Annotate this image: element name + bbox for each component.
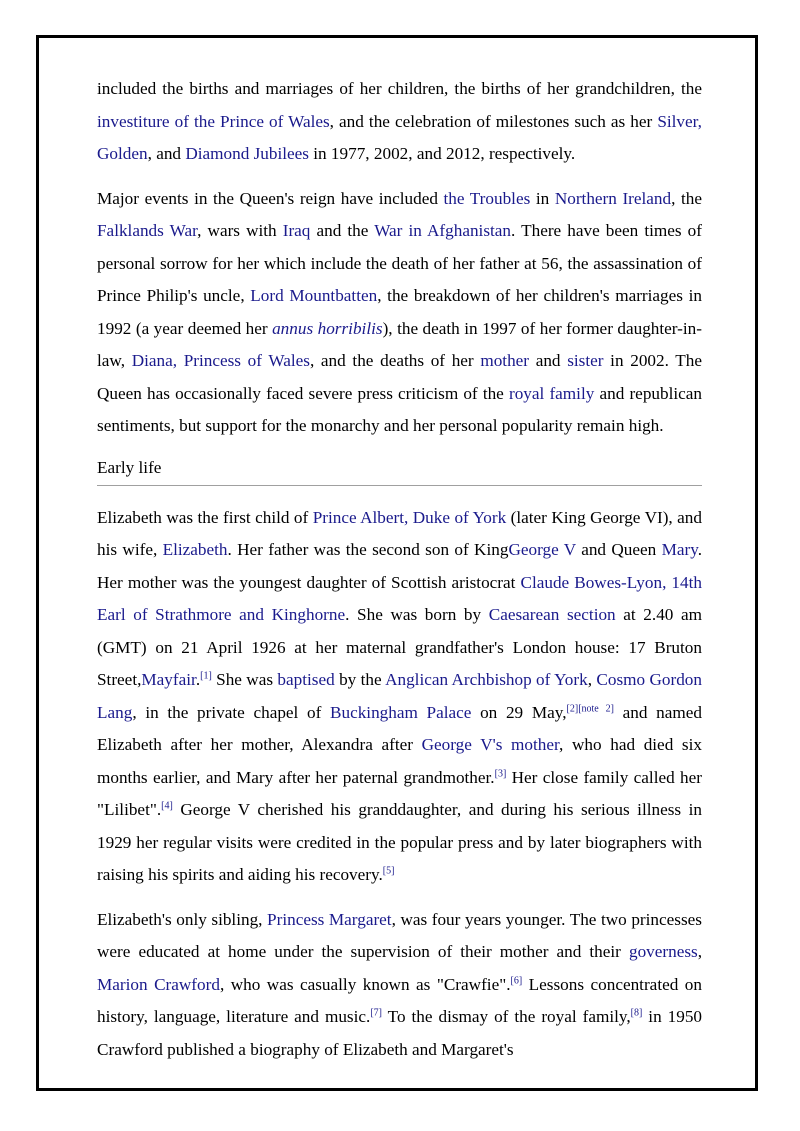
link-silver-golden[interactable]: Silver, Golden — [97, 111, 702, 163]
note-2[interactable]: [note 2] — [578, 702, 614, 714]
link-iraq[interactable]: Iraq — [282, 221, 311, 240]
link-war-in-afghanistan[interactable]: War in Afghanistan — [374, 221, 512, 240]
link-royal-family[interactable]: royal family — [508, 383, 595, 403]
citation-8[interactable]: [8] — [630, 1007, 643, 1019]
link-claude-bowes-lyon[interactable]: Claude Bowes-Lyon, 14th Earl of Strathmore and Kinghorne — [97, 572, 702, 624]
paragraph-birth: Elizabeth was the first child of Prince Albert, Duke of York (later King George VI), and his wife, Elizabeth. Her father was the second son of KingGeorge V and Queen Mary. Her mother was the youngest daughter of Scottish aristocrat Claude Bowes-Lyon, 14th Earl of Strathmore and Kinghorne. She was born by Caesarean section at 2.40 am (GMT) on 21 April 1926 at her maternal grandfather's London house: 17 Bruton Street,Mayfair.[1] She was baptised by the Anglican Archbishop of York, Cosmo Gordon Lang, in the private chapel of Buckingham Palace on 29 May,[2][note 2] and named Elizabeth after her mother, Alexandra after George V's mother, who had died six months earlier, and Mary after her paternal grandmother.[3] Her close family called her "Lilibet".[4] George V cherished his granddaughter, and during his serious illness in 1929 her regular visits were credited in the popular press and by later biographers with raising his spirits and aiding his recovery.[5] — [97, 507, 702, 884]
paragraph-reign-milestones: included the births and marriages of her children, the births of her grandchildren, the investiture of the Prince of Wales, and the celebration of milestones such as her Silver, Golden, and Diamond Jubilees in 1977, 2002, and 2012, respectively. — [97, 79, 702, 163]
link-cosmo-gordon-lang[interactable]: Cosmo Gordon Lang — [97, 670, 702, 722]
citation-5[interactable]: [5] — [382, 865, 395, 877]
citation-3[interactable]: [3] — [494, 767, 507, 779]
link-sister[interactable]: sister — [567, 351, 604, 370]
link-george-vs-mother[interactable]: George V's mother — [421, 735, 560, 754]
link-baptised[interactable]: baptised — [277, 670, 335, 689]
link-princess-margaret[interactable]: Princess Margaret — [267, 909, 392, 929]
link-mary[interactable]: Mary — [661, 540, 698, 559]
link-caesarean-section[interactable]: Caesarean section — [488, 605, 616, 624]
paragraph-major-events: Major events in the Queen's reign have included the Troubles in Northern Ireland, the Falklands War, wars with Iraq and the War in Afghanistan. There have been times of personal sorrow for her which include the death of her father at 56, the assassination of Prince Philip's uncle, Lord Mountbatten, the breakdown of her children's marriages in 1992 (a year deemed her annus horribilis), the death in 1997 of her former daughter-in-law, Diana, Princess of Wales, and the deaths of her mother and sister in 2002. The Queen has occasionally faced severe press criticism of the royal family and republican sentiments, but support for the monarchy and her personal popularity remain high. — [97, 188, 702, 435]
link-mayfair[interactable]: Mayfair — [141, 670, 196, 689]
citation-2[interactable]: [2] — [566, 702, 579, 714]
link-lord-mountbatten[interactable]: Lord Mountbatten — [250, 286, 378, 305]
link-elizabeth[interactable]: Elizabeth — [162, 540, 228, 559]
link-diamond-jubilees[interactable]: Diamond Jubilees — [185, 144, 309, 163]
citation-7[interactable]: [7] — [370, 1007, 382, 1019]
section-heading-early-life: Early life — [97, 455, 702, 486]
link-governess[interactable]: governess — [628, 942, 698, 961]
link-buckingham-palace[interactable]: Buckingham Palace — [330, 702, 472, 722]
link-prince-albert-duke-of-york[interactable]: Prince Albert, Duke of York — [312, 507, 507, 527]
link-falklands-war[interactable]: Falklands War — [97, 221, 198, 240]
page-frame — [36, 35, 758, 1091]
link-anglican-archbishop-of-york[interactable]: Anglican Archbishop of York — [385, 670, 588, 689]
link-marion-crawford[interactable]: Marion Crawford — [97, 974, 220, 994]
citation-1[interactable]: [1] — [200, 670, 212, 682]
link-the-troubles[interactable]: the Troubles — [443, 188, 531, 208]
citation-6[interactable]: [6] — [510, 974, 523, 986]
link-diana-princess-of-wales[interactable]: Diana, Princess of Wales — [131, 351, 310, 370]
paragraph-education: Elizabeth's only sibling, Princess Margaret, was four years younger. The two princesses were educated at home under the supervision of their mother and their governess, Marion Crawford, who was casually known as "Crawfie".[6] Lessons concentrated on history, language, literature and music.[7] To the dismay of the royal family,[8] in 1950 Crawford published a biography of Elizabeth and Margaret's — [97, 909, 703, 1059]
citation-4[interactable]: [4] — [161, 800, 173, 812]
link-annus-horribilis[interactable]: annus horribilis — [272, 318, 383, 338]
link-investiture-of-the-prince-of-wales[interactable]: investiture of the Prince of Wales — [97, 111, 330, 131]
article-content — [97, 73, 702, 1078]
link-george-v[interactable]: George V — [508, 540, 576, 559]
link-northern-ireland[interactable]: Northern Ireland — [554, 188, 672, 208]
link-mother[interactable]: mother — [480, 351, 530, 370]
